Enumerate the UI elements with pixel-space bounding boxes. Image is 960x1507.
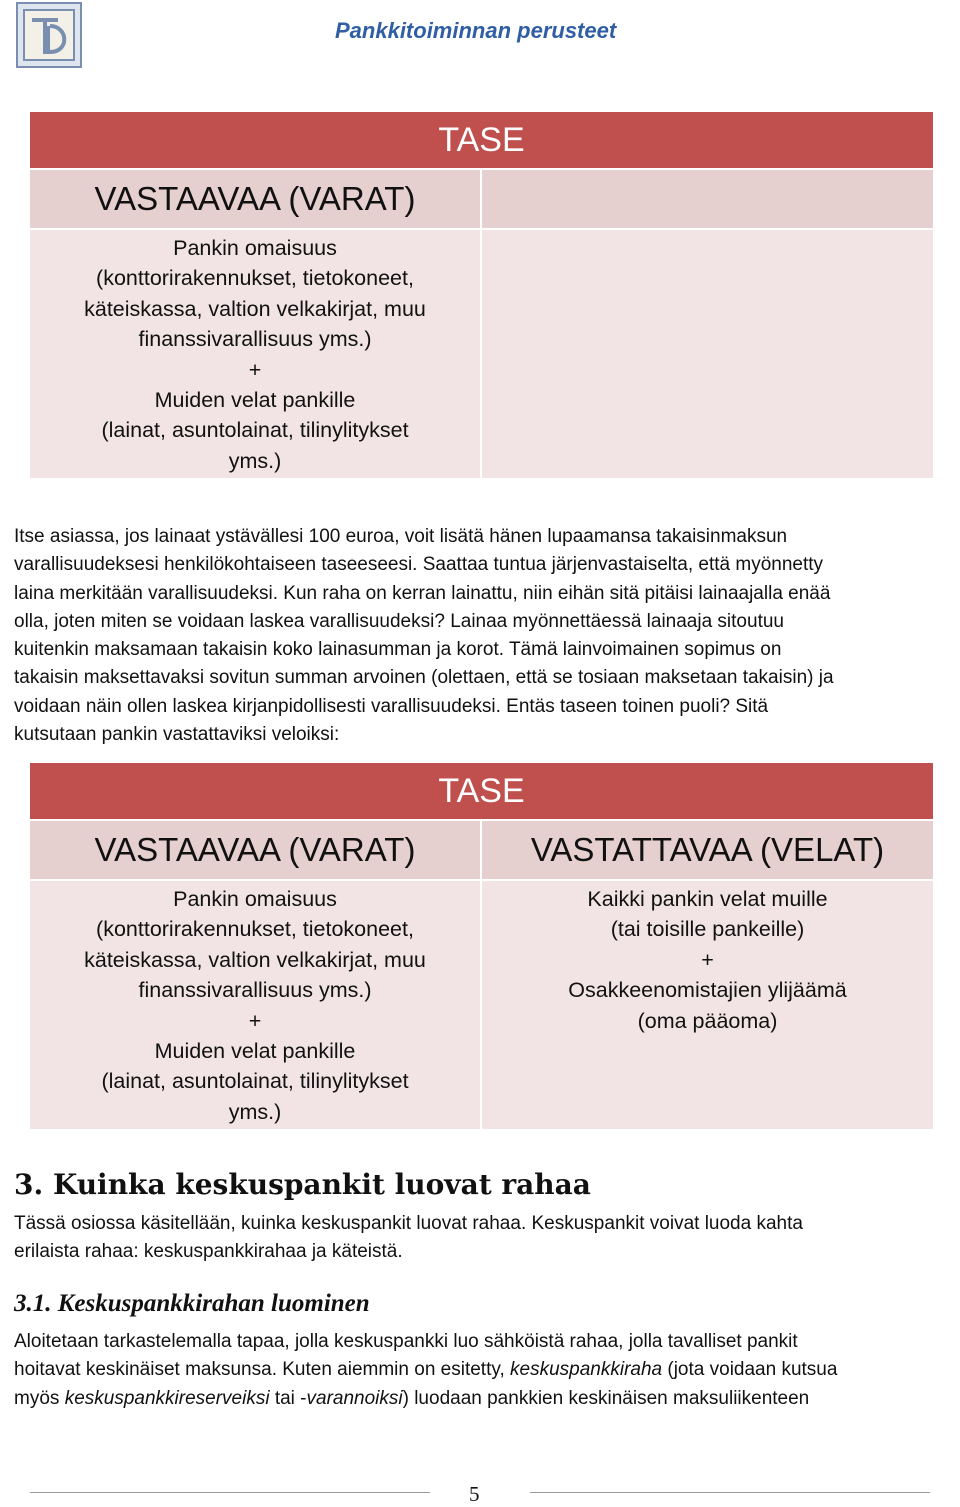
liabilities-line: Kaikki pankin velat muille (587, 887, 828, 911)
liabilities-header (481, 169, 934, 229)
assets-line: (lainat, asuntolainat, tilinylitykset (101, 418, 409, 443)
text-run: (jota voidaan kutsua (662, 1359, 838, 1381)
paragraph-line: Itse asiassa, jos lainaat ystävällesi 100 euroa, voit lisätä hänen lupaamansa takaisinmaksun (14, 526, 788, 547)
assets-line: Muiden velat pankille (154, 388, 356, 413)
body-paragraph (14, 523, 949, 749)
text-run: ) luodaan pankkien keskinäisen maksuliikenteen (402, 1387, 810, 1409)
paragraph-line: varallisuudeksesi henkilökohtaiseen taseeseesi. Saattaa tuntua järjenvastaiselta, että myönnetty (14, 554, 824, 576)
emphasis-term: keskuspankkireserveiksi (64, 1387, 270, 1409)
liabilities-line: (tai toisille pankeille) (610, 917, 805, 942)
assets-line: (konttorirakennukset, tietokoneet, (96, 917, 414, 942)
liabilities-line: (oma pääoma) (637, 1008, 778, 1033)
assets-line: Pankin omaisuus (173, 887, 337, 911)
assets-line: käteiskassa, valtion velkakirjat, muu (84, 296, 426, 321)
assets-line: käteiskassa, valtion velkakirjat, muu (84, 947, 426, 972)
balance-sheet-table-2 (28, 761, 935, 1131)
assets-line: (konttorirakennukset, tietokoneet, (96, 266, 414, 291)
assets-line: yms.) (228, 448, 282, 473)
liabilities-line: + (701, 947, 714, 972)
table-title: TASE (29, 111, 934, 169)
liabilities-cell (481, 229, 934, 479)
logo (16, 2, 82, 68)
assets-line: (lainat, asuntolainat, tilinylitykset (101, 1069, 409, 1094)
liabilities-header: VASTATTAVAA (VELAT) (481, 820, 934, 880)
section-heading: 3. Kuinka keskuspankit luovat rahaa (14, 1168, 591, 1201)
paragraph-line: voidaan näin ollen laskea kirjanpidollisesti varallisuudeksi. Entäs taseen toinen puoli? Sitä (14, 695, 769, 717)
text-run: hoitavat keskinäiset maksunsa. Kuten aiemmin on esitetty, (14, 1359, 511, 1381)
emphasis-term: varannoiksi (306, 1387, 403, 1409)
paragraph-line: kutsutaan pankin vastattaviksi veloiksi: (14, 724, 340, 746)
balance-sheet-table-1 (28, 110, 935, 480)
assets-header: VASTAAVAA (VARAT) (29, 820, 481, 880)
assets-line: finanssivarallisuus yms.) (138, 978, 372, 1003)
section-paragraph (14, 1210, 949, 1267)
assets-line: yms.) (228, 1099, 282, 1124)
subsection-heading: 3.1. Keskuspankkirahan luominen (14, 1290, 370, 1317)
footer-rule-right (530, 1492, 930, 1493)
assets-cell (29, 229, 481, 479)
assets-line: + (248, 357, 262, 382)
assets-line: Pankin omaisuus (173, 236, 337, 260)
text-run: tai - (269, 1387, 307, 1409)
paragraph-line: laina merkitään varallisuudeksi. Kun raha on kerran lainattu, niin eihän sitä pitäisi lainaajalla enää (14, 582, 831, 604)
subsection-paragraph (14, 1328, 949, 1413)
assets-line: finanssivarallisuus yms.) (138, 327, 372, 352)
footer-rule-left (30, 1492, 430, 1493)
page-number: 5 (469, 1482, 480, 1506)
paragraph-line: Tässä osiossa käsitellään, kuinka keskuspankit luovat rahaa. Keskuspankit voivat luoda kahta (14, 1213, 803, 1234)
liabilities-cell (481, 880, 934, 1130)
paragraph-line: kuitenkin maksamaan takaisin koko lainasumman ja korot. Tämä lainvoimainen sopimus on (14, 639, 782, 661)
paragraph-line: Aloitetaan tarkastelemalla tapaa, jolla keskuspankki luo sähköistä rahaa, jolla tavalliset pankit (14, 1331, 798, 1352)
assets-line: Muiden velat pankille (154, 1039, 356, 1064)
td-logo-icon (24, 10, 78, 64)
paragraph-line: olla, joten miten se voidaan laskea varallisuudeksi? Lainaa myönnettäessä lainaaja sitoutuu (14, 610, 784, 632)
text-run: myös (14, 1387, 65, 1409)
assets-cell (29, 880, 481, 1130)
assets-line: + (248, 1008, 262, 1033)
document-title: Pankkitoiminnan perusteet (335, 18, 617, 43)
paragraph-line (14, 1385, 949, 1413)
table-title: TASE (29, 762, 934, 820)
paragraph-line: erilaista rahaa: keskuspankkirahaa ja käteistä. (14, 1241, 403, 1263)
emphasis-term: keskuspankkiraha (510, 1359, 663, 1381)
paragraph-line (14, 1356, 949, 1384)
paragraph-line: takaisin maksettavaksi sovitun summan arvoinen (olettaen, että se tosiaan maksetaan takaisin) ja (14, 667, 834, 689)
liabilities-line: Osakkeenomistajien ylijäämä (568, 978, 847, 1003)
assets-header: VASTAAVAA (VARAT) (29, 169, 481, 229)
